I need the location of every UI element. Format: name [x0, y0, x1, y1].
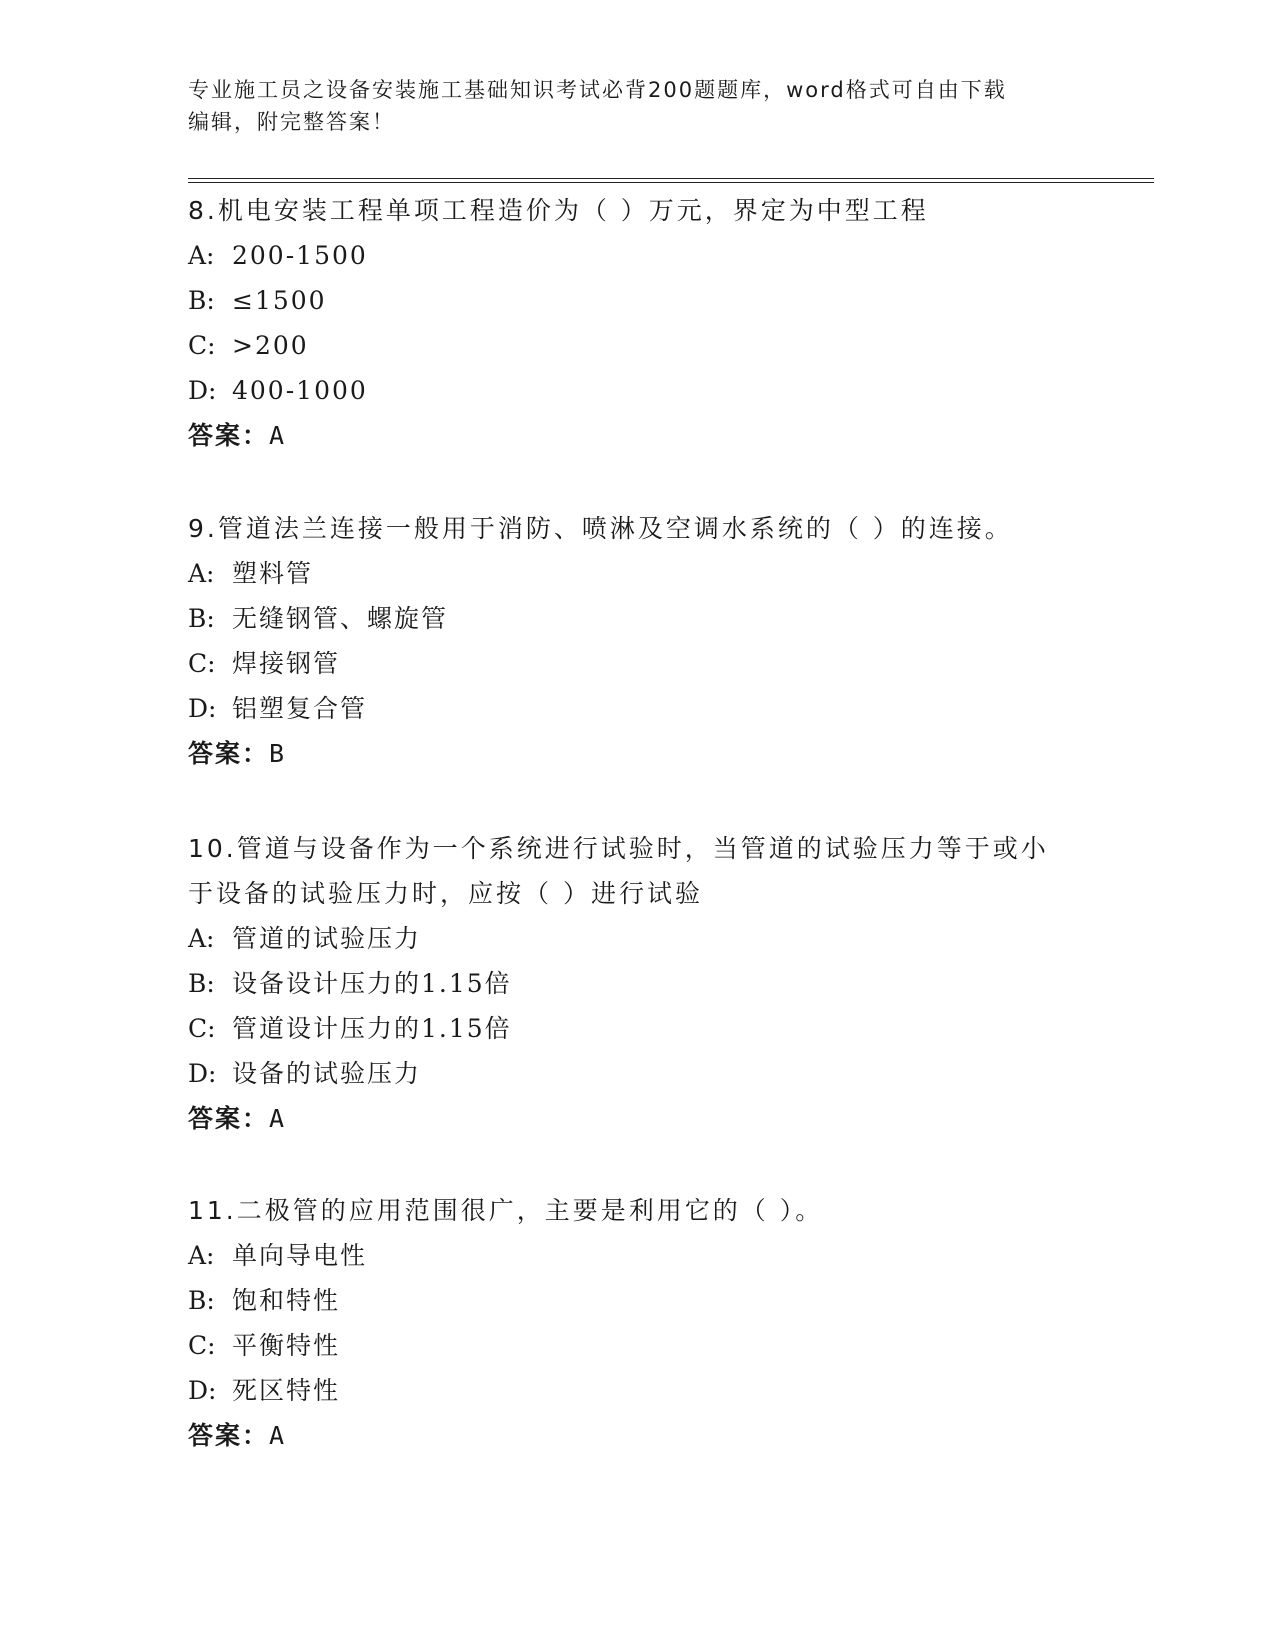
option-text: 塑料管 — [232, 559, 314, 588]
question-8 — [188, 188, 1088, 458]
document-header — [188, 74, 1088, 138]
option-d — [188, 1051, 1088, 1096]
option-text: 铝塑复合管 — [232, 694, 368, 723]
answer-value: B — [269, 739, 287, 768]
option-c — [188, 641, 1088, 686]
answer-label: 答案： — [188, 1104, 270, 1133]
option-text: >200 — [232, 331, 309, 360]
option-letter: C: — [188, 649, 216, 678]
header-divider-bottom — [188, 182, 1154, 183]
option-letter: B: — [188, 604, 215, 633]
option-d — [188, 368, 1088, 413]
option-d — [188, 1368, 1088, 1413]
option-text: 死区特性 — [232, 1376, 341, 1405]
option-letter: C: — [188, 1331, 216, 1360]
option-text: 200-1500 — [232, 241, 368, 270]
option-text: 平衡特性 — [232, 1331, 341, 1360]
option-a — [188, 551, 1088, 596]
question-11 — [188, 1188, 1088, 1458]
answer-label: 答案： — [188, 421, 270, 450]
option-letter: D: — [188, 694, 217, 723]
option-c — [188, 323, 1088, 368]
option-letter: C: — [188, 331, 216, 360]
option-text: 设备的试验压力 — [232, 1059, 422, 1088]
header-line-2: 编辑，附完整答案！ — [188, 110, 395, 134]
answer-line — [188, 731, 1088, 776]
answer-value: A — [269, 1104, 287, 1133]
option-letter: B: — [188, 286, 215, 315]
option-letter: B: — [188, 1286, 215, 1315]
option-b — [188, 278, 1088, 323]
header-line-1: 专业施工员之设备安装施工基础知识考试必背200题题库，word格式可自由下载 — [188, 78, 1007, 102]
option-text: 单向导电性 — [232, 1241, 368, 1270]
question-9 — [188, 506, 1088, 776]
answer-line — [188, 1413, 1088, 1458]
option-letter: B: — [188, 969, 215, 998]
option-text: 饱和特性 — [232, 1286, 341, 1315]
option-a — [188, 233, 1088, 278]
answer-value: A — [269, 421, 287, 450]
answer-label: 答案： — [188, 1421, 270, 1450]
option-a — [188, 1233, 1088, 1278]
option-b — [188, 1278, 1088, 1323]
option-c — [188, 1323, 1088, 1368]
option-text: 400-1000 — [232, 376, 368, 405]
option-letter: D: — [188, 1376, 217, 1405]
option-text: 管道的试验压力 — [232, 924, 422, 953]
answer-line — [188, 413, 1088, 458]
option-text: 焊接钢管 — [232, 649, 341, 678]
option-text: ≤1500 — [232, 286, 327, 315]
question-stem: 9.管道法兰连接一般用于消防、喷淋及空调水系统的（ ）的连接。 — [188, 514, 1013, 543]
option-b — [188, 961, 1088, 1006]
option-c — [188, 1006, 1088, 1051]
option-a — [188, 916, 1088, 961]
option-letter: A: — [188, 241, 215, 270]
question-stem-line-2: 于设备的试验压力时，应按（ ）进行试验 — [188, 879, 703, 908]
option-text: 设备设计压力的1.15倍 — [232, 969, 512, 998]
question-stem-line-1: 10.管道与设备作为一个系统进行试验时，当管道的试验压力等于或小 — [188, 834, 1049, 863]
option-letter: D: — [188, 1059, 217, 1088]
option-d — [188, 686, 1088, 731]
option-letter: D: — [188, 376, 217, 405]
question-stem: 8.机电安装工程单项工程造价为（ ）万元，界定为中型工程 — [188, 196, 929, 225]
option-letter: A: — [188, 924, 215, 953]
answer-line — [188, 1096, 1088, 1141]
option-letter: C: — [188, 1014, 216, 1043]
question-10 — [188, 826, 1088, 1141]
option-letter: A: — [188, 559, 215, 588]
answer-value: A — [269, 1421, 287, 1450]
answer-label: 答案： — [188, 739, 270, 768]
option-letter: A: — [188, 1241, 215, 1270]
question-stem: 11.二极管的应用范围很广，主要是利用它的（ ）。 — [188, 1196, 824, 1225]
option-text: 无缝钢管、螺旋管 — [232, 604, 449, 633]
option-text: 管道设计压力的1.15倍 — [232, 1014, 512, 1043]
option-b — [188, 596, 1088, 641]
header-divider-top — [188, 178, 1154, 179]
